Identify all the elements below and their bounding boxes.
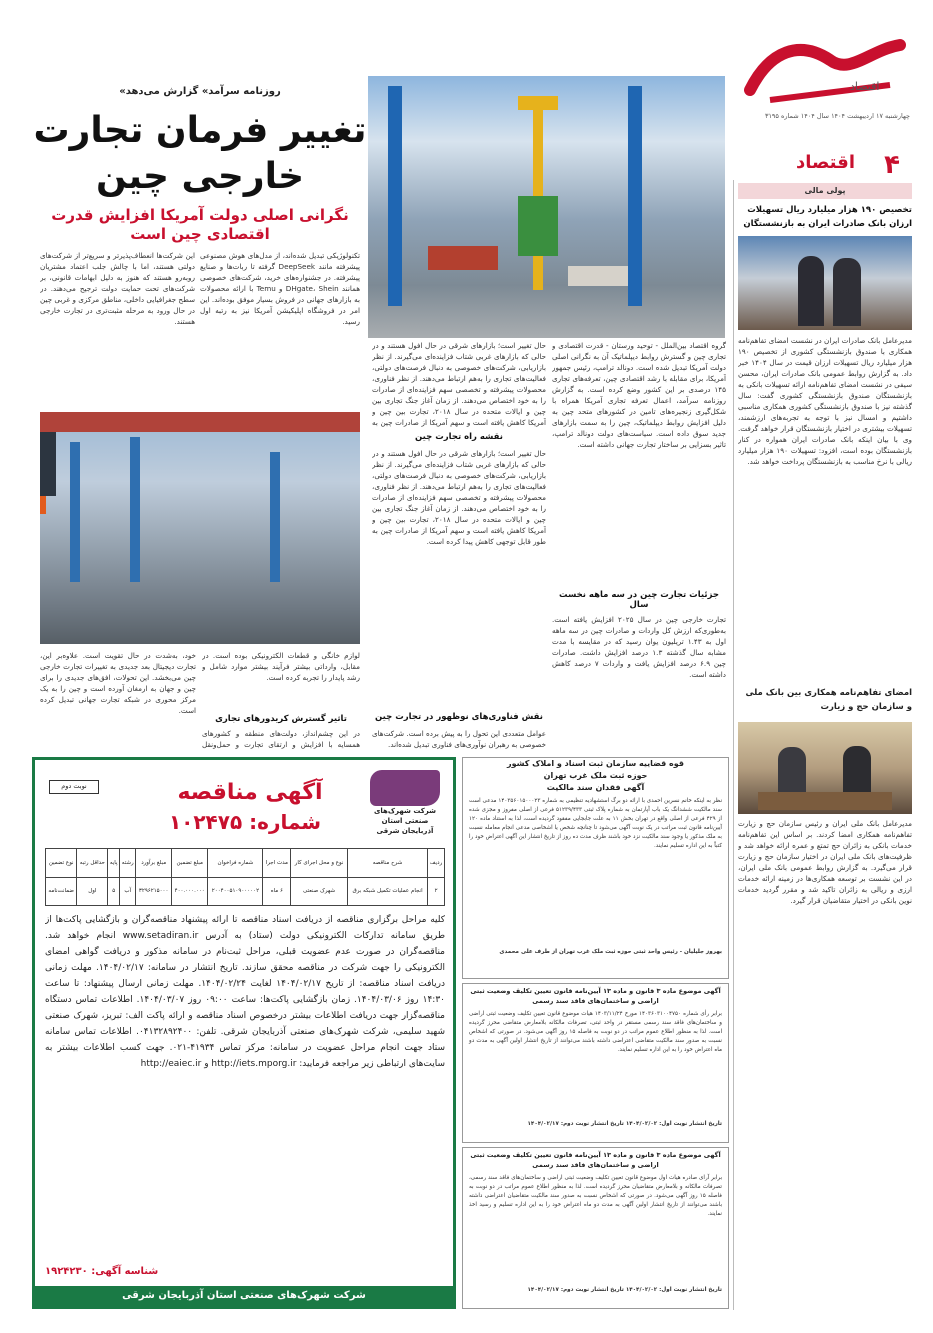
table-cell: ۳۲۹۶۲۱۵۰۰۰ [136, 877, 172, 906]
notice-signature: بهروز جلیلیان - رئیس واحد ثبتی حوزه ثبت ملک غرب تهران از طرف علی محمدی [499, 949, 722, 955]
dock-photo [40, 412, 360, 644]
table-header-cell: پایه [108, 849, 120, 878]
logo-small-text: اقتصاد [850, 80, 880, 93]
ad-title: آگهی مناقصه [177, 780, 323, 805]
notice-head-3: آگهی فقدان سند مالکیت [546, 783, 645, 792]
sidebar-kicker: پولی مالی [804, 186, 846, 195]
ad-footer: شرکت شهرک‌های صنعتی استان آذربایجان شرقی [35, 1286, 453, 1306]
main-col-1b: تجارت خارجی چین در سال ۲۰۲۵ افزایش یافته است. به‌طوری‌که ارزش کل واردات و صادرات چین در سه ماهه اول به ۱.۴۳ تریلیون یوان رسید که در مقایسه با مدت مشابه سال گذشته ۱.۳ درصد افزایش داشت. صادرات چین ۶.۹ درصد افزایش یافت و واردات ۷ درصد کاهش داشته است. [552, 615, 726, 679]
table-cell: ۵ [108, 877, 120, 906]
main-col-5b: در این چشم‌انداز، دولت‌های منطقه و کشورهای همسایه با افزایش و ارتقای تجارت و حمل‌ونقل [202, 729, 360, 749]
table-cell: ۶ ماه [263, 877, 291, 906]
sidebar-photo-1 [738, 236, 912, 330]
masthead-logo [740, 30, 910, 110]
table-cell: انجام عملیات تکمیل شبکه برق [347, 877, 427, 906]
sidebar-photo-2 [738, 722, 912, 814]
sidebar-kicker-bar [738, 183, 912, 199]
notice-body: نظر به اینکه خانم نسرین احمدی با ارائه دو برگ استشهادیه تنظیمی به شماره ۱۴۰۳۵۶۰۱۵۰۰۰۲۳ مدعی است سند مالکیت ششدانگ یک باب آپارتمان به شماره پلاک ثبتی ۵۱۲۳۹/۴۳۳ فرعی از اصلی مفروز و مجزی شده از ۴۲۹ فرعی از اصلی واقع در تهران بخش ۱۱ به علت جابجایی مفقود گردیده است، لذا به استناد ماده ۱۲۰ آیین‌نامه قانون ثبت مراتب در یک نوبت آگهی می‌شود تا چنانچه شخص یا اشخاصی مدعی انجام معامله نسبت به ملک مذکور یا وجود سند مالکیت نزد خود باشند ظرف مدت ده روز از تاریخ انتشار این آگهی اعتراض خود را کتباً به این اداره تسلیم نمایند. [469, 798, 722, 849]
sidebar-article-2: مدیرعامل بانک ملی ایران و رئیس سازمان حج و زیارت تفاهم‌نامه همکاری امضا کردند. بر اساس این تفاهم‌نامه خدمات بانکی به زائران حج تمتع و عمره ارائه خواهد شد و ظرفیت‌های بانک ملی ایران در اختیار سازمان حج و زیارت قرار می‌گیرد. به گزارش روابط عمومی بانک ملی ایران، در این نشست بر توسعه همکاری‌ها در زمینه ارائه خدمات ارزی و ریالی به زائران تاکید شد و مقرر گردید خدمات نوین بانکی در اختیار متقاضیان قرار گیرد. [738, 819, 912, 905]
main-col-1-subhead: جزئیات تجارت چین در سه ماهه نخست سال [559, 590, 719, 610]
land-notice-2-date: تاریخ انتشار نوبت اول: ۱۴۰۴/۰۲/۰۲ تاریخ انتشار نوبت دوم: ۱۴۰۴/۰۲/۱۷ [527, 1287, 722, 1293]
land-notice-2-head: آگهی موضوع ماده ۳ قانون و ماده ۱۳ آیین‌نامه قانون تعیین تکلیف وضعیت ثبتی اراضی و ساختمان‌های فاقد سند رسمی [470, 1151, 721, 1169]
table-header-cell: شماره فراخوان [208, 849, 263, 878]
table-header-cell: نوع تضمین [46, 849, 77, 878]
table-header-cell: مدت اجرا [263, 849, 291, 878]
ad-number: شماره: ۱۰۲۴۷۵ [168, 810, 322, 834]
table-header-cell: حداقل رتبه [77, 849, 108, 878]
main-col-2b: حال تغییر است؛ بازارهای شرقی در حال افول هستند و در حالی که بازارهای غربی شتاب فزاینده‌ای می‌گیرند. از نظر بازاریابی، شرکت‌های خصوصی به دنبال فرصت‌های دولتی، فعالیت‌های تجاری را به‌هم ارتباط می‌دهند. از نظر فناوری، محصولات پیشرفته و تخصصی سهم فزاینده‌ای از صادرات را به خود اختصاص می‌دهند. از زمان آغاز جنگ تجاری بین چین و ایالات متحده در سال ۲۰۱۸، تجارت بین چین و آمریکا کاهش یافته است و سهم آمریکا از صادرات چین به طور قابل توجهی کاهش پیدا کرده است. [372, 449, 546, 546]
table-cell: آب [120, 877, 136, 906]
table-header-row [46, 849, 445, 878]
land-notice-2 [462, 1147, 729, 1309]
notice-head-1: قوه قضاییه سازمان ثبت اسناد و املاک کشور [506, 759, 685, 768]
tender-table [45, 848, 445, 906]
main-headline [30, 108, 370, 208]
main-subtitle: نگرانی اصلی دولت آمریکا افزایش قدرت اقتصادی چین است [51, 206, 349, 243]
table-header-cell: مبلغ برآورد [136, 849, 172, 878]
issue-meta: چهارشنبه ۱۷ اردیبهشت ۱۴۰۴ سال ۱۴۰۴ شماره ۳۱۹۵ [764, 112, 910, 120]
table-cell: ضمانت‌نامه [46, 877, 77, 906]
main-col-3: تکنولوژیکی تبدیل شده‌اند، از مدل‌های هوش مصنوعی پیشرفته مانند DeepSeek گرفته تا ربات‌ها و صنایع پیشرفته. در جشنواره‌های خرید، شرکت‌های خصوصی همانند DHgate، Shein و Temu با ارائه محصولات به بازارهای جهانی در فروش بسیار موفق بوده‌اند. این امر در فروشگاه اپلیکیشن آمریکا نیز به رتبه اول رسید. [200, 251, 360, 326]
column-divider [733, 180, 734, 1310]
main-col-4: این شرکت‌ها انعطاف‌پذیرتر و سریع‌تر از شرکت‌های دولتی هستند، اما با چالش جلب اعتماد مشتریان رو‌به‌رو هستند که هنوز به دلیل ابهامات قانونی، بر شرکت‌های تحت حمایت دولت ترجیح می‌دهند. در سطح جغرافیایی داخلی، مناطق مرکزی و غربی چین در حال ورود به مرحله مثبت‌تری در تجارت خارجی هستند. [40, 251, 195, 326]
main-kicker: «روزنامه سرآمد» گزارش می‌دهد [119, 86, 281, 97]
main-col-1: گروه اقتصاد بین‌الملل - توحید ورستان - قدرت اقتصادی و تجاری چین و گسترش روابط دیپلماتیک آن به نگرانی اصلی دولت آمریکا تبدیل شده است. دونالد ترامپ، رئیس جمهور آمریکا، برای مقابله با رشد اقتصادی چین، تعرفه‌های تجاری ۱۴۵ درصدی بر این کشور وضع کرده است. به گزارش روزنامه سرآمد، اعمال تعرفه تجاری آمریکا همراه با شکل‌گیری زنجیره‌های تامین در کشورهای متحد چین به دلیل افزایش روابط دیپلماتیک، چین را به سمت بازارهای جدید سوق داده است. سیاست‌های دولت دونالد ترامپ، تاثیر بسزایی بر ساختار تجارت جهانی داشته است. [552, 341, 726, 449]
main-headline-line1: تغییر فرمان تجارت [33, 110, 367, 151]
table-cell: ۲ [428, 877, 445, 906]
land-notice-1-head: آگهی موضوع ماده ۳ قانون و ماده ۱۳ آیین‌نامه قانون تعیین تکلیف وضعیت ثبتی اراضی و ساختمان‌های فاقد سند رسمی [470, 987, 721, 1005]
land-notice-2-body: برابر آرای صادره هیات اول موضوع قانون تعیین تکلیف وضعیت ثبتی اراضی و ساختمان‌های فاقد سند رسمی، تصرفات مالکانه و بلامعارض متقاضیان محرز گردیده است. لذا به منظور اطلاع عموم مراتب در دو نوبت به فاصله ۱۵ روز آگهی می‌شود. در صورتی که اشخاص نسبت به صدور سند مالکیت متقاضیان اعتراضی داشته باشند می‌توانند از تاریخ انتشار اولین آگهی به مدت دو ماه اعتراض خود را به این اداره تسلیم و رسید اخذ نمایند. [469, 1175, 722, 1217]
tender-ad [32, 757, 456, 1309]
table-header-cell: نوع و محل اجرای کار [291, 849, 348, 878]
table-cell: ۲۰۰۴۰۰۵۱۰۹۰۰۰۰۰۲ [208, 877, 263, 906]
sidebar-headline-2: امضای تفاهم‌نامه همکاری بین بانک ملی و سازمان حج و زیارت [745, 688, 912, 712]
main-col-2c: عوامل متعددی این تحول را به پیش برده است. شرکت‌های خصوصی به رهبران نوآوری‌های فناوری تبدیل شده‌اند. [372, 729, 546, 749]
table-cell: اول [77, 877, 108, 906]
land-notice-1 [462, 983, 729, 1143]
port-photo [368, 76, 725, 338]
main-col-2-subhead: نقشه راه تجارت چین [414, 432, 503, 442]
ad-company: شرکت شهرک‌های صنعتی استان آذربایجان شرقی [373, 807, 437, 835]
land-notice-1-body: برابر رأی شماره ۱۴۰۳۶۰۳۱۰۰۴۷۵۰ مورخ ۱۴۰۳/۱۱/۲۴ هیات موضوع قانون تعیین تکلیف وضعیت ثبتی اراضی و ساختمان‌های فاقد سند رسمی مستقر در واحد ثبتی، تصرفات مالکانه بلامعارض متقاضی محرز گردیده است. لذا به منظور اطلاع عموم مراتب در دو نوبت به فاصله ۱۵ روز آگهی می‌شود. در صورتی که اشخاص نسبت به صدور سند مالکیت متقاضی اعتراضی داشته باشند می‌توانند از تاریخ انتشار اولین آگهی به مدت دو ماه اعتراض خود را به این اداره تسلیم نمایند. [469, 1011, 723, 1053]
deed-loss-notice [462, 757, 729, 979]
sidebar-headline-1: تخصیص ۱۹۰ هزار میلیارد ریال تسهیلات ارزان بانک صادرات ایران به بازنشستگان [743, 205, 912, 229]
main-col-2a: حال تغییر است؛ بازارهای شرقی در حال افول هستند و در حالی که بازارهای غربی شتاب فزاینده‌ای می‌گیرند. از نظر بازاریابی، شرکت‌های خصوصی به دنبال فرصت‌های دولتی، فعالیت‌های تجاری را به‌هم ارتباط می‌دهند. از نظر فناوری، محصولات پیشرفته و تخصصی سهم فزاینده‌ای از صادرات را به خود اختصاص می‌دهند. از زمان آغاز جنگ تجاری بین چین و ایالات متحده در سال ۲۰۱۸، تجارت بین چین و آمریکا کاهش یافته است و سهم آمریکا از صادرات چین به [372, 341, 546, 427]
main-col-5-subhead: تاثیر گسترش کریدورهای تجاری [215, 714, 347, 724]
section-name: اقتصاد [795, 152, 855, 173]
table-header-cell: شرح مناقصه [347, 849, 427, 878]
land-notice-1-date: تاریخ انتشار نوبت اول: ۱۴۰۴/۰۲/۰۲ تاریخ انتشار نوبت دوم: ۱۴۰۴/۰۲/۱۷ [527, 1121, 722, 1127]
sidebar-article-1: مدیرعامل بانک صادرات ایران در نشست امضای تفاهم‌نامه همکاری با صندوق بازنشستگی کشوری از تخصیص ۱۹۰ هزار میلیارد ریال تسهیلات ارزان قیمت در سال ۱۴۰۴ خبر داد. به گزارش روابط عمومی بانک صادرات ایران، محسن سیفی در نشست امضای تفاهم‌نامه ارائه تسهیلات بانکی به بازنشستگان صندوق بازنشستگی کشوری گفت: سال گذشته نیز با صندوق بازنشستگی کشوری همکاری مناسبی داشتیم و امسال نیز با توجه به تجربه‌های ارزشمند، تسهیلات بیشتری در اختیار بازنشستگان قرار خواهد گرفت. وی با بیان اینکه بانک صادرات ایران همواره در کنار بازنشستگان بوده است، افزود: تسهیلات ۱۹۰ هزار میلیارد ریالی با نرخ مناسب به بازنشستگان پرداخت خواهد شد. [738, 336, 912, 466]
main-col-6: خود، به‌شدت در حال تقویت است. علاوه‌بر این، تجارت دیجیتال بعد جدیدی به تغییرات تجارت خارجی چین می‌بخشد. این تحولات، افق‌های جدیدی را برای چین و جهان به ارمغان آورده است و چین را به یک مرکز محوری در شبکه تجارت جهانی تبدیل کرده است. [40, 651, 196, 715]
page-number: ۴ [884, 150, 900, 180]
ad-body: کلیه مراحل برگزاری مناقصه از دریافت اسناد مناقصه تا ارائه پیشنهاد مناقصه‌گران و بازگشایی پاکت‌ها از طریق سامانه تدارکات الکترونیکی دولت (ستاد) به آدرس www.setadiran.ir انجام خواهد شد. مناقصه‌گران در صورت عدم عضویت قبلی، مراحل ثبت‌نام در سامانه مذکور و دریافت گواهی امضای الکترونیکی را جهت شرکت در مناقصه محقق سازند. تاریخ انتشار در سامانه: ۱۴۰۴/۰۲/۱۷. مهلت زمانی دریافت اسناد مناقصه: از تاریخ ۱۴۰۴/۰۲/۱۷ لغایت ۱۴۰۴/۰۲/۲۴. مهلت زمانی ارسال پیشنهاد: تا ساعت ۱۴:۳۰ روز ۱۴۰۴/۰۳/۰۶. زمان بازگشایی پاکت‌ها: ساعت ۰۹:۰۰ روز ۱۴۰۴/۰۳/۰۷. اطلاعات تماس دستگاه مناقصه‌گزار جهت دریافت اطلاعات بیشتر درخصوص اسناد مناقصه و ارائه پاکت الف: تبریز، شهرک صنعتی شهید سلیمی، شرکت شهرک‌های صنعتی آذربایجان شرقی. تلفن: ۰۴۱۳۲۸۹۲۴۰۰. اطلاعات تماس سامانه ستاد جهت انجام مراحل عضویت در سامانه: مرکز تماس ۴۱۹۳۴-۰۲۱. جهت کسب اطلاعات بیشتر به سایت‌های ارتباطی زیر مراجعه فرمایید: http://iets.mporg.ir و http://eaiec.ir [45, 915, 445, 1069]
table-header-cell: مبلغ تضمین [172, 849, 208, 878]
ad-code: شناسه آگهی: ۱۹۲۴۲۳۰ [45, 1266, 159, 1277]
main-col-2-subhead-2: نقش فناوری‌های نوظهور در تجارت چین [375, 712, 543, 722]
main-col-5: لوازم خانگی و قطعات الکترونیکی بوده است. در مقابل، وارداتی بیشتر فرآیند بیشتر موارد شامل و رشد پایدار را تجربه کرده است. [202, 651, 360, 682]
table-row [46, 877, 445, 906]
table-header-cell: ردیف [428, 849, 445, 878]
ad-tag: نوبت دوم [49, 780, 99, 794]
table-cell: ۴۰۰.۰۰۰.۰۰۰ [172, 877, 208, 906]
table-header-cell: رشته [120, 849, 136, 878]
logo-mark [740, 30, 910, 110]
province-map-icon [370, 770, 440, 806]
main-headline-line2: خارجی چین [95, 156, 305, 197]
table-cell: شهرک صنعتی [291, 877, 348, 906]
notice-head-2: حوزه ثبت ملک غرب تهران [543, 771, 648, 780]
